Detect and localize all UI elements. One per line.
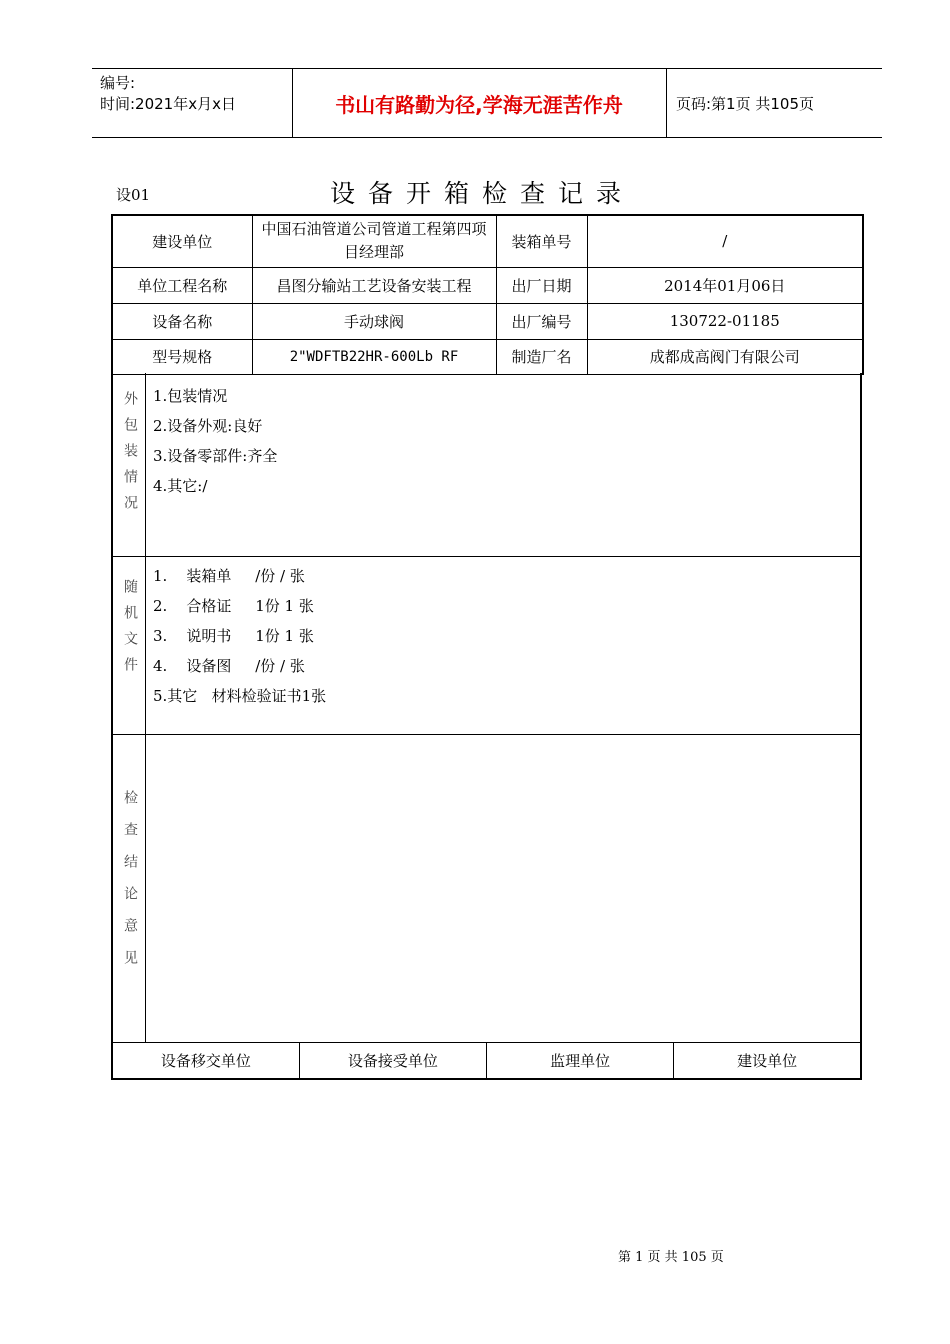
list-item: 3.设备零部件:齐全: [153, 447, 278, 465]
info-table: [111, 214, 864, 375]
list-item: 4. 设备图 /份 / 张: [153, 657, 305, 675]
section-documents: [111, 557, 862, 735]
label-model-spec: 型号规格: [112, 339, 252, 374]
value-equipment-name: 手动球阀: [252, 303, 496, 339]
section-label: [113, 735, 146, 1042]
value-manufacturer: 成都成高阀门有限公司: [587, 339, 863, 374]
section-label-text: 随机文件: [122, 579, 138, 683]
label-equipment-name: 设备名称: [112, 303, 252, 339]
receiving-unit: 设备接受单位: [299, 1043, 486, 1080]
handover-unit: 设备移交单位: [112, 1043, 299, 1080]
value-manufacture-date: 2014年01月06日: [587, 267, 863, 303]
table-row: [112, 303, 863, 339]
construction-unit: 建设单位: [674, 1043, 861, 1080]
list-item: 1.包装情况: [153, 387, 228, 405]
section-conclusion: [111, 735, 862, 1042]
value-project-name: 昌图分输站工艺设备安装工程: [252, 267, 496, 303]
form-code: 设01: [116, 186, 151, 204]
number-label: 编号:: [100, 74, 136, 92]
value-serial-no: 130722-01185: [587, 303, 863, 339]
header-slogan: 书山有路勤为径,学海无涯苦作舟: [335, 92, 623, 117]
list-item: 4.其它:/: [153, 477, 208, 495]
section-label-text: 外包装情况: [122, 391, 138, 521]
time-label: 时间:2021年x月x日: [100, 95, 236, 113]
header-divider: [666, 69, 667, 137]
section-label: [113, 557, 146, 734]
value-construction-unit: 中国石油管道公司管道工程第四项目经理部: [252, 215, 496, 267]
label-manufacturer: 制造厂名: [496, 339, 587, 374]
label-packing-list-no: 装箱单号: [496, 215, 587, 267]
list-item: 3. 说明书 1份 1 张: [153, 627, 314, 645]
form-title: 设备开箱检查记录: [330, 179, 635, 208]
section-label-text: 检查结论意见: [122, 790, 138, 982]
value-model-spec: 2"WDFTB22HR-600Lb RF: [252, 339, 496, 374]
header-meta: [100, 73, 236, 115]
signature-table: [111, 1042, 862, 1080]
list-item: 2.设备外观:良好: [153, 417, 263, 435]
supervision-unit: 监理单位: [487, 1043, 674, 1080]
documents-lines: [153, 561, 326, 711]
label-construction-unit: 建设单位: [112, 215, 252, 267]
table-row: [112, 1043, 861, 1080]
header-page-label: 页码:第1页 共105页: [676, 94, 814, 113]
label-project-name: 单位工程名称: [112, 267, 252, 303]
page-header: [92, 68, 882, 138]
label-serial-no: 出厂编号: [496, 303, 587, 339]
appearance-lines: [153, 381, 277, 501]
list-item: 2. 合格证 1份 1 张: [153, 597, 314, 615]
section-appearance: [111, 373, 862, 557]
table-row: [112, 215, 863, 267]
list-item: 1. 装箱单 /份 / 张: [153, 567, 305, 585]
label-manufacture-date: 出厂日期: [496, 267, 587, 303]
table-row: [112, 339, 863, 374]
section-label: [113, 373, 146, 556]
value-packing-list-no: /: [587, 215, 863, 267]
table-row: [112, 267, 863, 303]
list-item: 5.其它 材料检验证书1张: [153, 687, 327, 705]
page-footer: 第 1 页 共 105 页: [618, 1250, 724, 1265]
